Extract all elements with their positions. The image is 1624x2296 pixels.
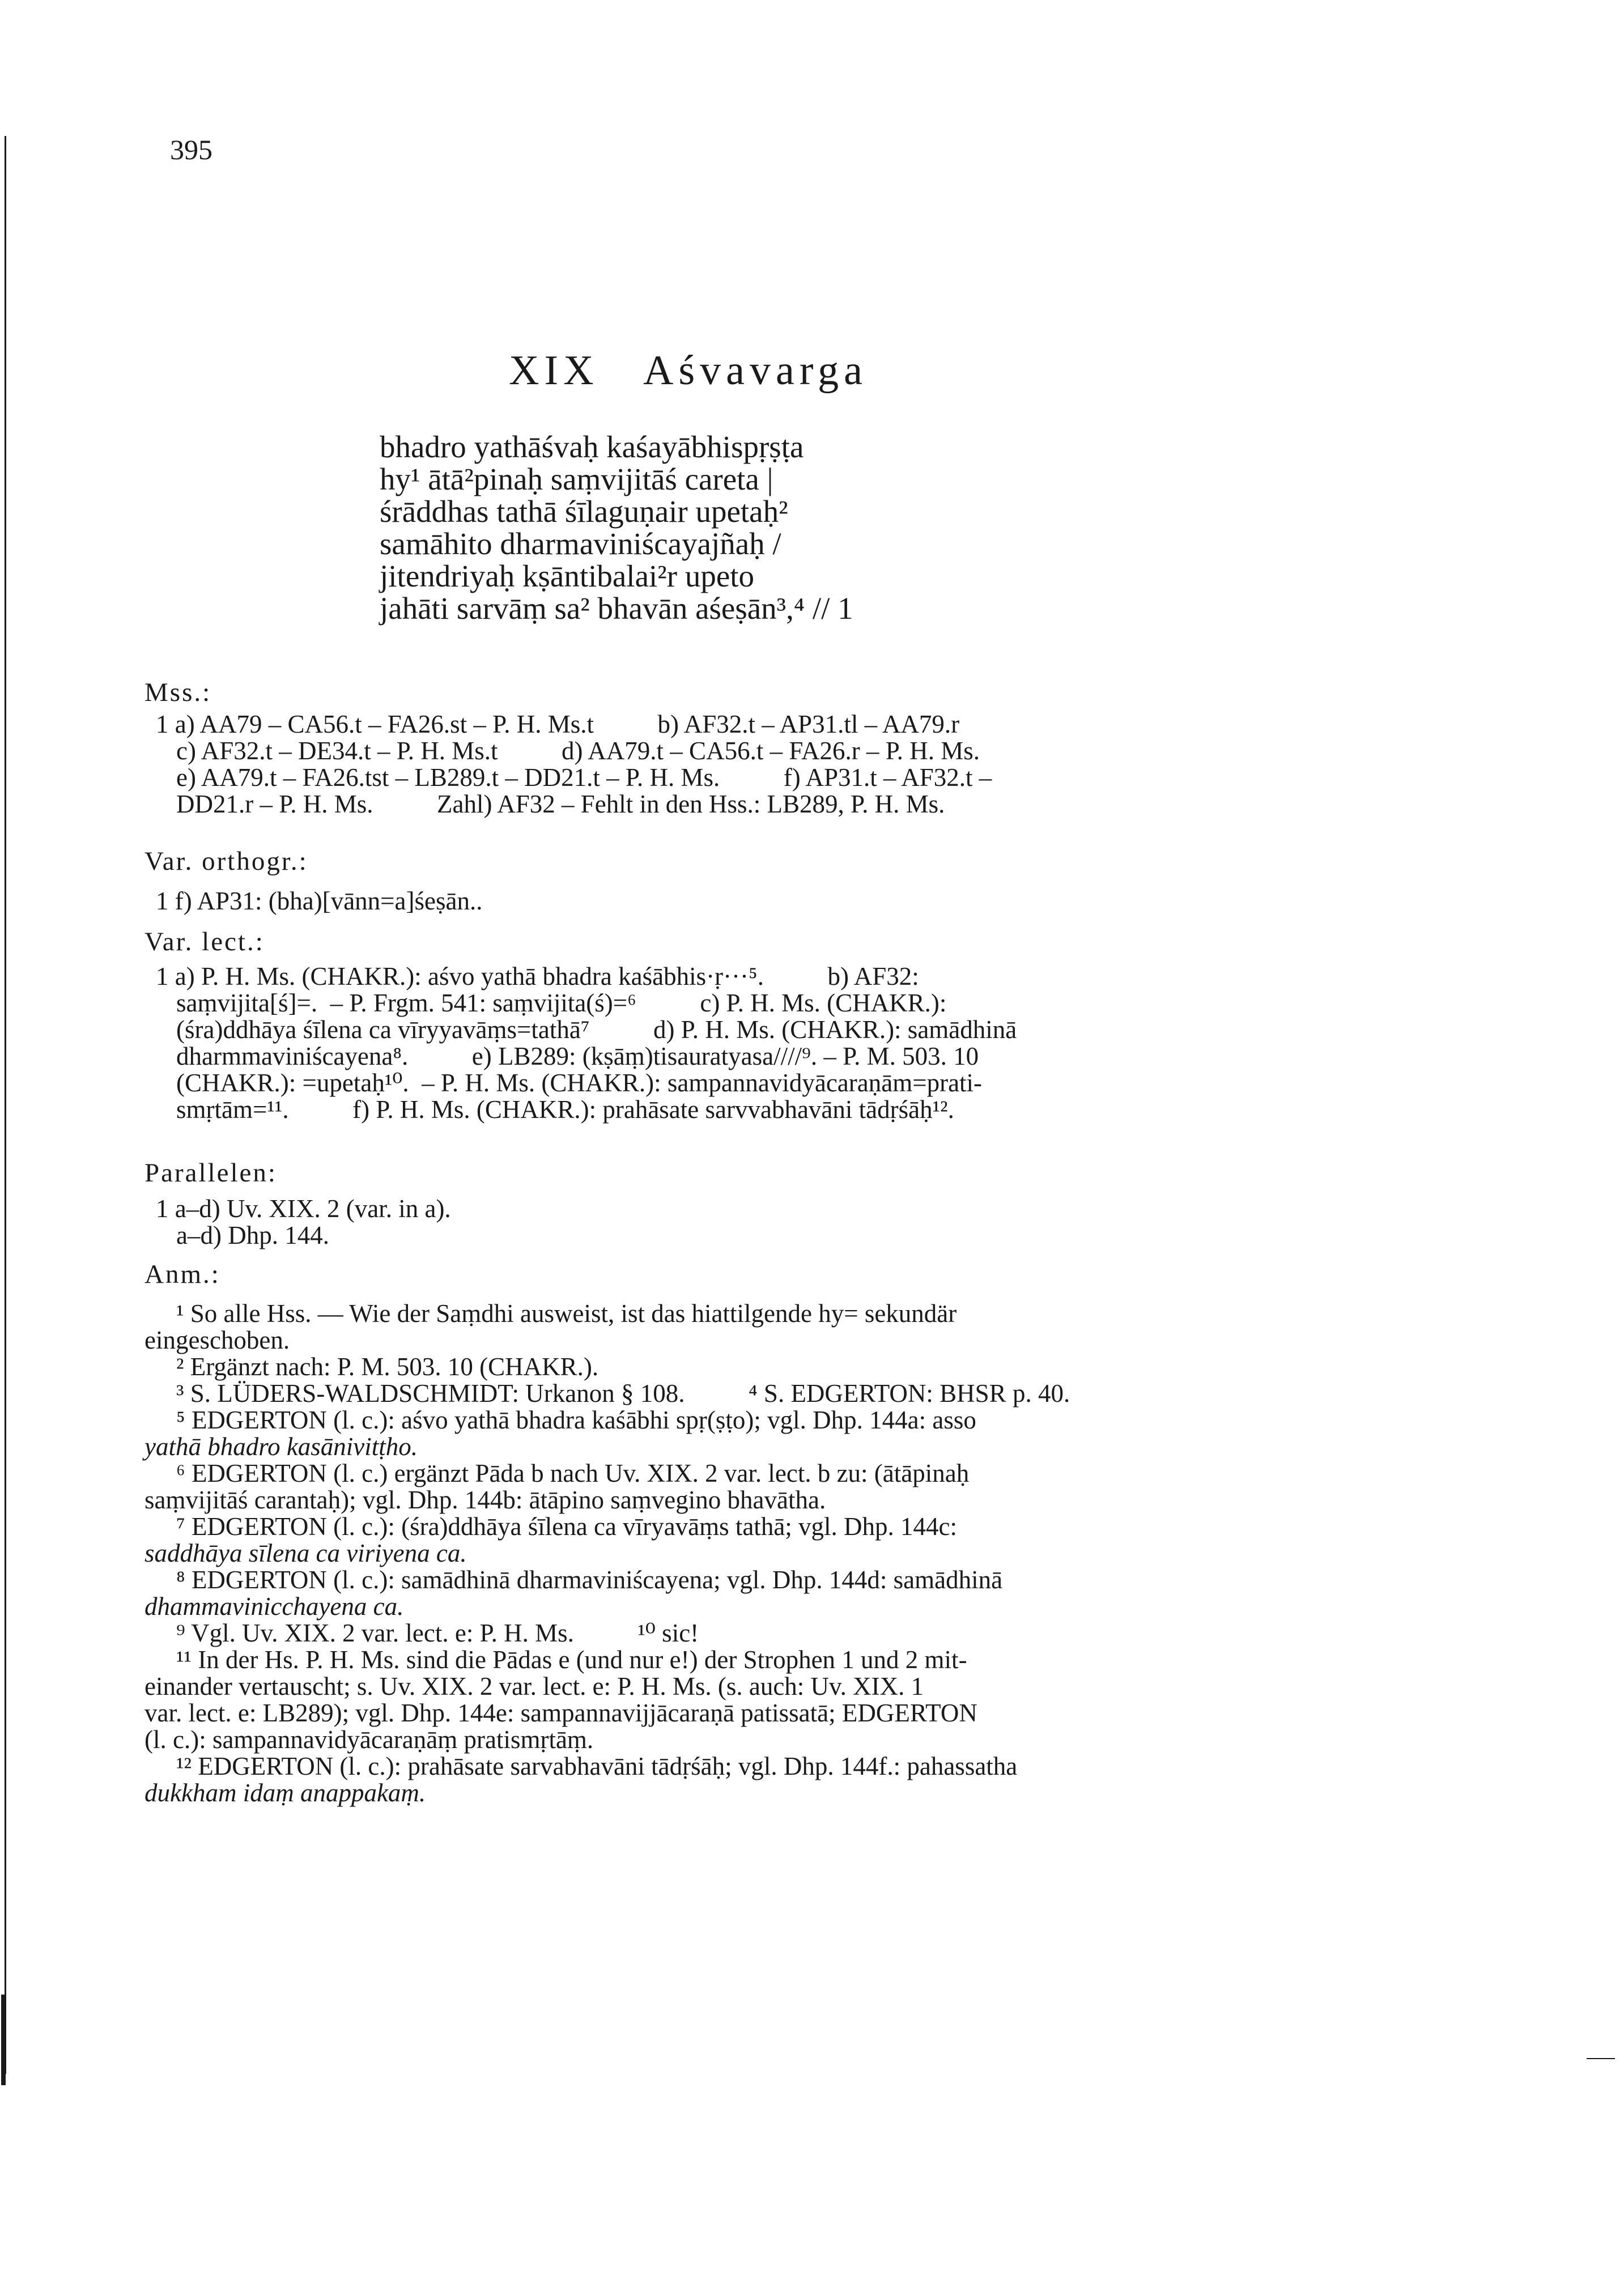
footnote-line: ⁸ EDGERTON (l. c.): samādhinā dharmaviniścayena; vgl. Dhp. 144d: samādhinā (176, 1566, 1003, 1594)
mss-line: 1 a) AA79 – CA56.t – FA26.st – P. H. Ms.t b) AF32.t – AP31.tl – AA79.r (156, 710, 960, 738)
mss-line: c) AF32.t – DE34.t – P. H. Ms.t d) AA79.t – CA56.t – FA26.r – P. H. Ms. (176, 737, 980, 765)
footnote-line: ¹ So alle Hss. — Wie der Saṃdhi ausweist, ist das hiattilgende hy= sekundär (176, 1299, 957, 1328)
footnote-line: ³ S. LÜDERS-WALDSCHMIDT: Urkanon § 108. ⁴ S. EDGERTON: BHSR p. 40. (176, 1379, 1070, 1408)
page-number: 395 (170, 134, 212, 165)
footnote-line: dukkham idaṃ anappakaṃ. (144, 1779, 426, 1807)
var-lect-label: Var. lect.: (144, 927, 265, 956)
footnote-line: ⁶ EDGERTON (l. c.) ergänzt Pāda b nach Uv. XIX. 2 var. lect. b zu: (ātāpinaḥ (176, 1459, 970, 1487)
parallelen-line: a–d) Dhp. 144. (176, 1221, 329, 1249)
var-orthogr-line: 1 f) AP31: (bha)[vānn=a]śeṣān.. (156, 887, 483, 915)
var-lect-line: smṛtām=¹¹. f) P. H. Ms. (CHAKR.): prahāsate sarvvabhavāni tādṛśāḥ¹². (176, 1095, 954, 1124)
var-orthogr-block (144, 888, 1207, 915)
footnote-line: eingeschoben. (144, 1326, 290, 1354)
footnote-line: yathā bhadro kasānivitṭho. (144, 1432, 418, 1461)
parallelen-label: Parallelen: (144, 1158, 277, 1188)
footnote-line: ¹¹ In der Hs. P. H. Ms. sind die Pādas e (und nur e!) der Strophen 1 und 2 mit- (176, 1646, 967, 1674)
anm-block (144, 1300, 1207, 1806)
footnote-line: ² Ergänzt nach: P. M. 503. 10 (CHAKR.). (176, 1353, 599, 1381)
footnote-line: ⁹ Vgl. Uv. XIX. 2 var. lect. e: P. H. Ms. ¹⁰ sic! (176, 1619, 699, 1647)
footnote-line: saṃvijitāś carantaḥ); vgl. Dhp. 144b: ātāpino saṃvegino bhavātha. (144, 1486, 826, 1514)
var-lect-line: (CHAKR.): =upetaḥ¹⁰. – P. H. Ms. (CHAKR.): sampannavidyācaraṇām=prati- (176, 1069, 983, 1097)
mss-line: DD21.r – P. H. Ms. Zahl) AF32 – Fehlt in den Hss.: LB289, P. H. Ms. (176, 790, 945, 818)
var-lect-line: dharmmaviniścayena⁸. e) LB289: (kṣāṃ)tisauratyasa////⁹. – P. M. 503. 10 (176, 1042, 979, 1070)
verse-line: samāhito dharmaviniścayajñaḥ / (380, 526, 781, 561)
verse-line: bhadro yathāśvaḥ kaśayābhispṛṣṭa (380, 430, 804, 464)
scan-margin-dash (1587, 2058, 1615, 2059)
parallelen-line: 1 a–d) Uv. XIX. 2 (var. in a). (156, 1194, 451, 1223)
footnote-line: ⁷ EDGERTON (l. c.): (śra)ddhāya śīlena ca vīryavāṃs tathā; vgl. Dhp. 144c: (176, 1512, 958, 1541)
footnote-line: ¹² EDGERTON (l. c.): prahāsate sarvabhavāni tādṛśāḥ; vgl. Dhp. 144f.: pahassatha (176, 1752, 1018, 1780)
parallelen-block (144, 1196, 1207, 1249)
footnote-line: dhammavinicchayena ca. (144, 1592, 404, 1621)
scan-edge-mark (1, 1995, 6, 2085)
chapter-title: XIX Aśvavarga (509, 347, 868, 394)
var-lect-block (144, 963, 1207, 1123)
verse-line: hy¹ ātā²pinaḥ saṃvijitāś careta | (380, 462, 773, 496)
verse-line: jitendriyaḥ kṣāntibalai²r upeto (380, 559, 755, 593)
footnote-line: (l. c.): sampannavidyācaraṇāṃ pratismṛtāṃ. (144, 1725, 594, 1754)
verse-line: jahāti sarvāṃ sa² bhavān aśeṣān³,⁴ // 1 (380, 591, 853, 626)
footnote-line: saddhāya sīlena ca viriyena ca. (144, 1539, 467, 1567)
footnote-line: var. lect. e: LB289); vgl. Dhp. 144e: sampannavijjācaraṇā patissatā; EDGERTON (144, 1699, 977, 1727)
var-orthogr-label: Var. orthogr.: (144, 847, 308, 876)
var-lect-line: 1 a) P. H. Ms. (CHAKR.): aśvo yathā bhadra kaśābhis·ṛ···⁵. b) AF32: (156, 962, 919, 990)
verse (380, 431, 853, 624)
mss-label: Mss.: (144, 678, 212, 707)
scan-edge-line (5, 136, 6, 2074)
mss-block (144, 711, 1207, 818)
anm-label: Anm.: (144, 1260, 220, 1289)
var-lect-line: (śra)ddhāya śīlena ca vīryyavāṃs=tathā⁷ d) P. H. Ms. (CHAKR.): samādhinā (176, 1015, 1017, 1044)
mss-line: e) AA79.t – FA26.tst – LB289.t – DD21.t – P. H. Ms. f) AP31.t – AF32.t – (176, 763, 992, 792)
verse-line: śrāddhas tathā śīlaguṇair upetaḥ² (380, 494, 788, 529)
footnote-line: ⁵ EDGERTON (l. c.): aśvo yathā bhadra kaśābhi spṛ(ṣṭo); vgl. Dhp. 144a: asso (176, 1406, 976, 1434)
var-lect-line: saṃvijita[ś]=. – P. Frgm. 541: saṃvijita(ś)=⁶ c) P. H. Ms. (CHAKR.): (176, 989, 947, 1017)
footnote-line: einander vertauscht; s. Uv. XIX. 2 var. lect. e: P. H. Ms. (s. auch: Uv. XIX. 1 (144, 1672, 924, 1700)
